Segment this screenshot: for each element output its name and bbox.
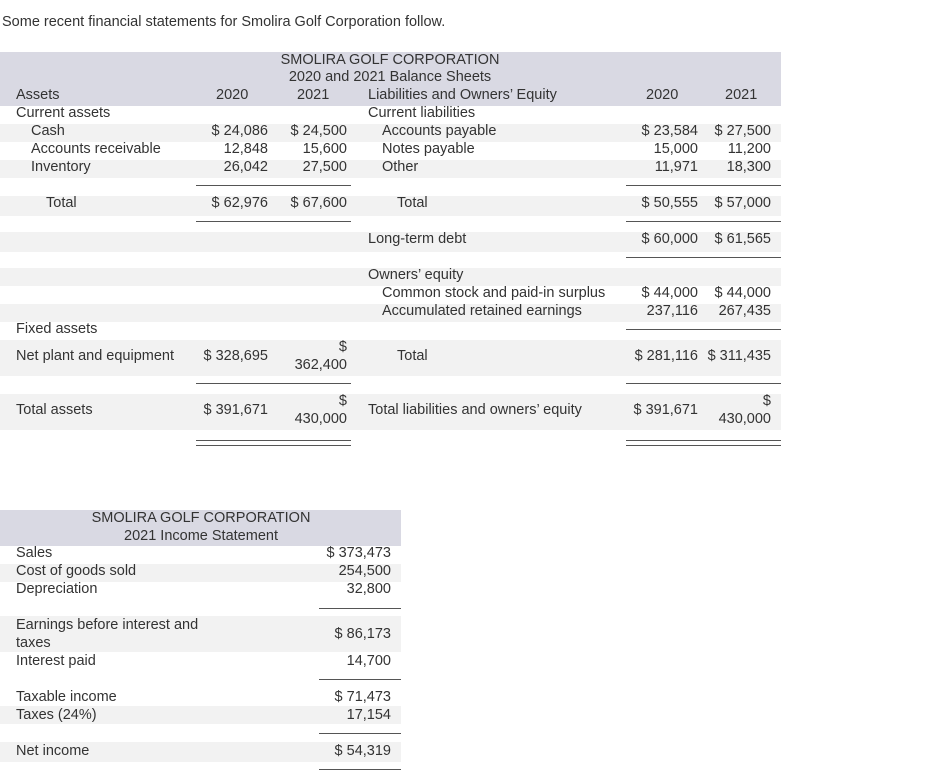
notes-payable-2020: 15,000: [653, 141, 698, 157]
total-assets-2021-sign: $: [338, 393, 347, 409]
other-2021: 18,300: [726, 159, 771, 175]
sales-label: Sales: [16, 545, 53, 561]
current-assets-total-label: Total: [46, 195, 77, 211]
total-assets-2021: 430,000: [294, 411, 347, 427]
inventory-2020: 26,042: [223, 159, 268, 175]
owners-equity-total-label: Total: [397, 348, 428, 364]
depreciation-label: Depreciation: [16, 581, 98, 597]
common-stock-label: Common stock and paid-in surplus: [382, 285, 606, 301]
long-term-debt-2021: $ 61,565: [714, 231, 771, 247]
notes-payable-label: Notes payable: [382, 141, 475, 157]
taxes-label: Taxes (24%): [16, 707, 97, 723]
long-term-debt-2020: $ 60,000: [641, 231, 698, 247]
double-rule: [626, 440, 781, 441]
inventory-2021: 27,500: [302, 159, 347, 175]
net-plant-2021-sign: $: [338, 339, 347, 355]
fixed-assets-label: Fixed assets: [16, 321, 98, 337]
taxable-income-value: $ 71,473: [334, 689, 391, 705]
interest-label: Interest paid: [16, 653, 96, 669]
year-2021-right: 2021: [725, 87, 758, 103]
owners-equity-total-2020: $ 281,116: [634, 348, 698, 364]
long-term-debt-label: Long-term debt: [368, 231, 467, 247]
total-rule: [196, 383, 351, 384]
inventory-label: Inventory: [31, 159, 91, 175]
balance-sheet-subtitle: 2020 and 2021 Balance Sheets: [288, 69, 492, 85]
accounts-receivable-label: Accounts receivable: [31, 141, 161, 157]
retained-earnings-label: Accumulated retained earnings: [382, 303, 582, 319]
total-assets-label: Total assets: [16, 402, 93, 418]
subtotal-rule: [319, 679, 401, 680]
net-plant-label: Net plant and equipment: [16, 348, 174, 364]
other-2020: 11,971: [654, 159, 698, 175]
accounts-payable-2020: $ 23,584: [641, 123, 698, 139]
current-assets-total-2021: $ 67,600: [290, 195, 347, 211]
accounts-payable-2021: $ 27,500: [714, 123, 771, 139]
total-assets-2020: $ 391,671: [203, 402, 268, 418]
year-2020-right: 2020: [646, 87, 679, 103]
retained-earnings-2020: 237,116: [646, 303, 698, 319]
net-plant-2021: 362,400: [294, 357, 347, 373]
subtotal-rule: [626, 329, 781, 330]
balance-sheet-company: SMOLIRA GOLF CORPORATION: [280, 52, 500, 68]
taxes-value: 17,154: [346, 707, 391, 723]
total-rule: [626, 383, 781, 384]
sales-value: $ 373,473: [326, 545, 391, 561]
owners-equity-label: Owners’ equity: [368, 267, 464, 283]
cash-2021: $ 24,500: [290, 123, 347, 139]
accounts-receivable-2021: 15,600: [302, 141, 347, 157]
depreciation-value: 32,800: [346, 581, 391, 597]
current-assets-label: Current assets: [16, 105, 111, 121]
total-liabilities-equity-2021: 430,000: [718, 411, 771, 427]
common-stock-2021: $ 44,000: [714, 285, 771, 301]
subtotal-rule: [319, 608, 401, 609]
total-liabilities-equity-2020: $ 391,671: [633, 402, 698, 418]
other-label: Other: [382, 159, 419, 175]
total-liabilities-equity-2021-sign: $: [762, 393, 771, 409]
accounts-receivable-2020: 12,848: [223, 141, 268, 157]
double-rule: [196, 440, 351, 441]
net-plant-2020: $ 328,695: [203, 348, 268, 364]
cogs-value: 254,500: [338, 563, 391, 579]
liabilities-header: Liabilities and Owners’ Equity: [368, 87, 557, 103]
retained-earnings-2021: 267,435: [718, 303, 771, 319]
current-liabilities-total-2020: $ 50,555: [641, 195, 698, 211]
intro-text: Some recent financial statements for Smolira Golf Corporation follow.: [2, 14, 446, 30]
current-liabilities-total-label: Total: [397, 195, 428, 211]
cogs-label: Cost of goods sold: [16, 563, 137, 579]
cash-2020: $ 24,086: [211, 123, 268, 139]
cash-label: Cash: [31, 123, 65, 139]
double-rule: [626, 445, 781, 446]
taxable-income-label: Taxable income: [16, 689, 117, 705]
year-2020-left: 2020: [216, 87, 249, 103]
subtotal-rule: [196, 185, 351, 186]
common-stock-2020: $ 44,000: [641, 285, 698, 301]
current-liabilities-total-2021: $ 57,000: [714, 195, 771, 211]
year-2021-left: 2021: [297, 87, 330, 103]
subtotal-rule: [319, 733, 401, 734]
ebit-label-line1: Earnings before interest and: [16, 617, 199, 633]
total-rule: [626, 257, 781, 258]
net-income-label: Net income: [16, 743, 90, 759]
current-liabilities-label: Current liabilities: [368, 105, 476, 121]
total-rule: [626, 221, 781, 222]
total-liabilities-equity-label: Total liabilities and owners’ equity: [368, 402, 582, 418]
interest-value: 14,700: [346, 653, 391, 669]
total-rule: [319, 769, 401, 770]
ebit-label-line2: taxes: [16, 635, 51, 651]
owners-equity-total-2021: $ 311,435: [707, 348, 771, 364]
total-rule: [196, 221, 351, 222]
income-statement-subtitle: 2021 Income Statement: [124, 528, 278, 544]
income-statement-company: SMOLIRA GOLF CORPORATION: [91, 510, 311, 526]
assets-header: Assets: [16, 87, 60, 103]
current-assets-total-2020: $ 62,976: [211, 195, 268, 211]
notes-payable-2021: 11,200: [727, 141, 771, 157]
subtotal-rule: [626, 185, 781, 186]
double-rule: [196, 445, 351, 446]
ebit-value: $ 86,173: [334, 626, 391, 642]
net-income-value: $ 54,319: [334, 743, 391, 759]
accounts-payable-label: Accounts payable: [382, 123, 497, 139]
